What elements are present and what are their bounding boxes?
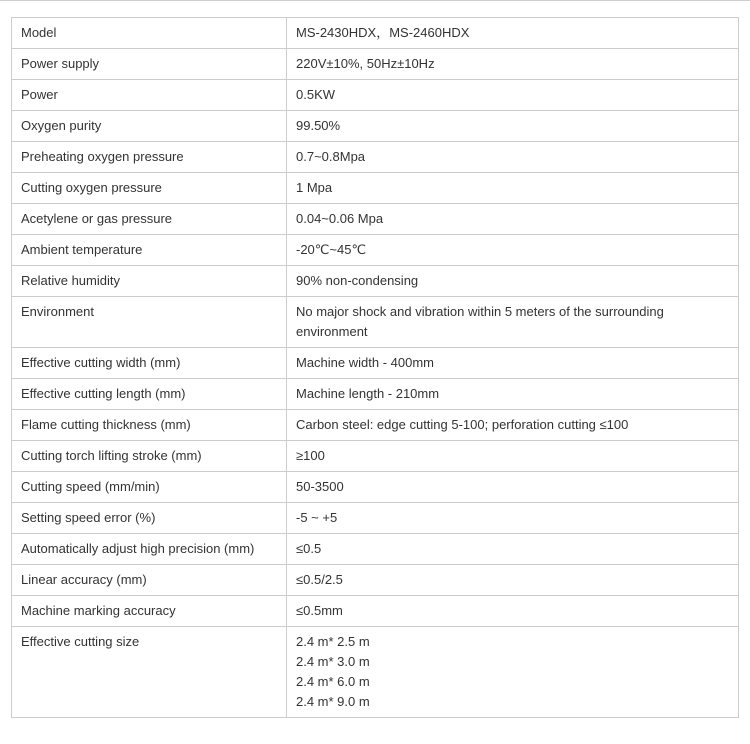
spec-label: Setting speed error (%) xyxy=(12,503,287,534)
spec-table xyxy=(11,17,739,718)
spec-label: Environment xyxy=(12,297,287,348)
cutting-size-option: 2.4 m* 2.5 m xyxy=(296,634,370,649)
table-row xyxy=(12,410,739,441)
spec-value: No major shock and vibration within 5 meters of the surrounding environment xyxy=(287,297,739,348)
spec-value: -20℃~45℃ xyxy=(287,235,739,266)
table-row xyxy=(12,596,739,627)
table-row xyxy=(12,80,739,111)
spec-label: Preheating oxygen pressure xyxy=(12,142,287,173)
spec-label: Acetylene or gas pressure xyxy=(12,204,287,235)
spec-label: Model xyxy=(12,18,287,49)
table-row xyxy=(12,348,739,379)
top-divider xyxy=(0,0,750,1)
spec-label: Cutting speed (mm/min) xyxy=(12,472,287,503)
spec-label: Power xyxy=(12,80,287,111)
spec-label: Power supply xyxy=(12,49,287,80)
spec-label: Cutting torch lifting stroke (mm) xyxy=(12,441,287,472)
table-row xyxy=(12,534,739,565)
table-row xyxy=(12,565,739,596)
spec-value: 0.5KW xyxy=(287,80,739,111)
spec-label: Oxygen purity xyxy=(12,111,287,142)
table-row xyxy=(12,18,739,49)
spec-value-list xyxy=(287,627,739,718)
spec-value: MS-2430HDX，MS-2460HDX xyxy=(287,18,739,49)
table-row xyxy=(12,379,739,410)
spec-value: Carbon steel: edge cutting 5-100; perforation cutting ≤100 xyxy=(287,410,739,441)
spec-value: 220V±10%, 50Hz±10Hz xyxy=(287,49,739,80)
table-row xyxy=(12,472,739,503)
spec-value: ≤0.5mm xyxy=(287,596,739,627)
spec-label: Automatically adjust high precision (mm) xyxy=(12,534,287,565)
spec-value: 50-3500 xyxy=(287,472,739,503)
spec-label: Effective cutting length (mm) xyxy=(12,379,287,410)
cutting-size-option: 2.4 m* 6.0 m xyxy=(296,674,370,689)
table-row xyxy=(12,111,739,142)
table-row xyxy=(12,503,739,534)
spec-value: 90% non-condensing xyxy=(287,266,739,297)
table-row xyxy=(12,173,739,204)
spec-label: Ambient temperature xyxy=(12,235,287,266)
table-row xyxy=(12,297,739,348)
spec-label: Effective cutting size xyxy=(12,627,287,718)
spec-value: ≥100 xyxy=(287,441,739,472)
spec-value: Machine width - 400mm xyxy=(287,348,739,379)
cutting-size-option: 2.4 m* 9.0 m xyxy=(296,694,370,709)
table-row xyxy=(12,235,739,266)
table-row xyxy=(12,627,739,718)
table-row xyxy=(12,266,739,297)
spec-label: Flame cutting thickness (mm) xyxy=(12,410,287,441)
spec-value: Machine length - 210mm xyxy=(287,379,739,410)
spec-label: Relative humidity xyxy=(12,266,287,297)
spec-value: 1 Mpa xyxy=(287,173,739,204)
spec-value: 0.7~0.8Mpa xyxy=(287,142,739,173)
spec-label: Cutting oxygen pressure xyxy=(12,173,287,204)
spec-value: -5 ~ +5 xyxy=(287,503,739,534)
spec-value: 0.04~0.06 Mpa xyxy=(287,204,739,235)
spec-label: Effective cutting width (mm) xyxy=(12,348,287,379)
spec-value: ≤0.5 xyxy=(287,534,739,565)
table-row xyxy=(12,441,739,472)
spec-value: ≤0.5/2.5 xyxy=(287,565,739,596)
spec-label: Machine marking accuracy xyxy=(12,596,287,627)
spec-value: 99.50% xyxy=(287,111,739,142)
table-row xyxy=(12,142,739,173)
table-row xyxy=(12,204,739,235)
table-row xyxy=(12,49,739,80)
spec-label: Linear accuracy (mm) xyxy=(12,565,287,596)
cutting-size-option: 2.4 m* 3.0 m xyxy=(296,654,370,669)
